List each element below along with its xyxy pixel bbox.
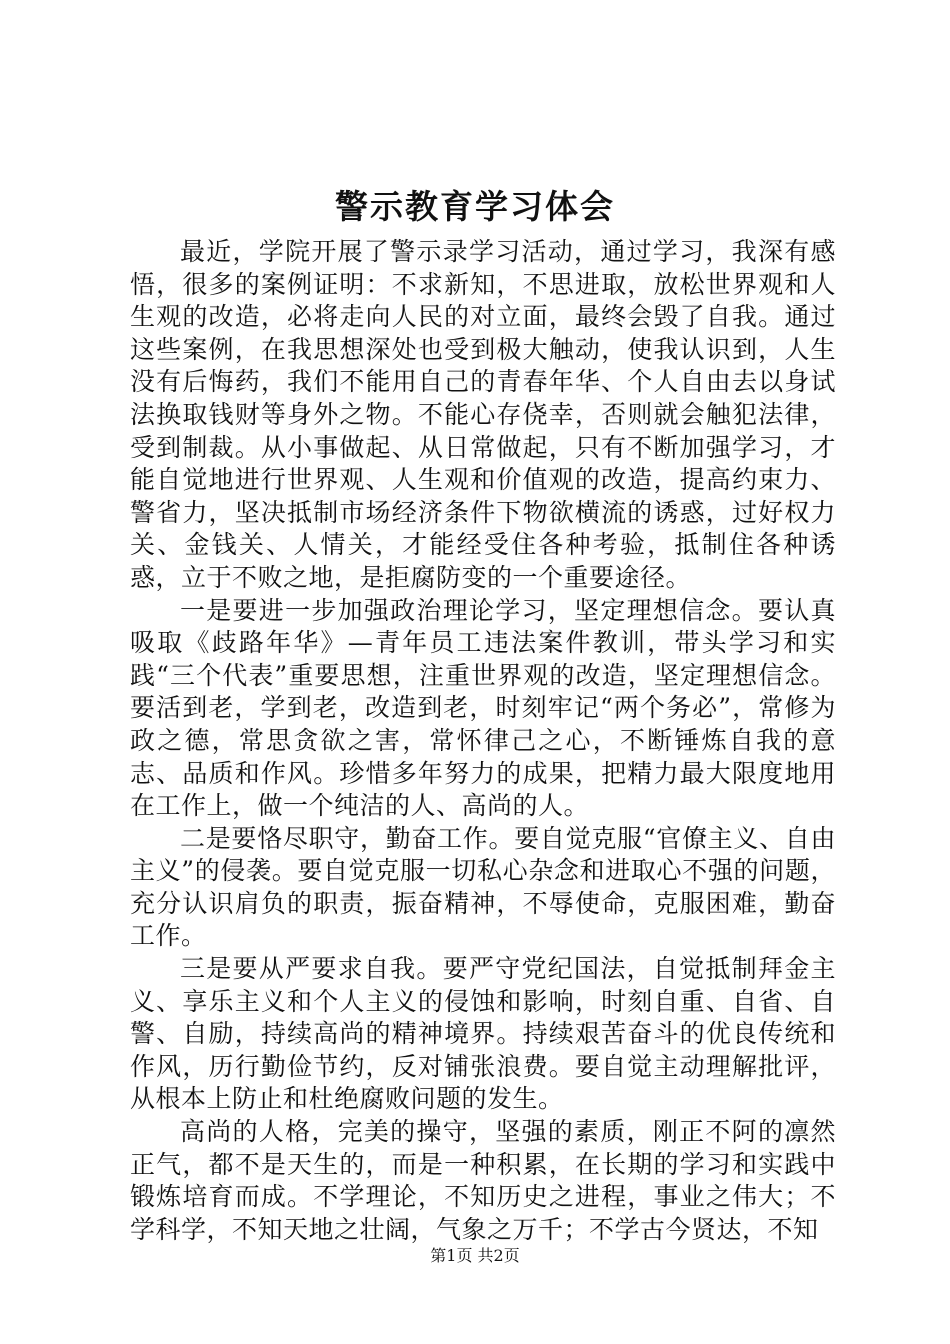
document-body — [130, 236, 836, 1246]
paragraph-point-two: 二是要恪尽职守，勤奋工作。要自觉克服“官僚主义、自由主义”的侵袭。要自觉克服一切私心杂念和进取心不强的问题，充分认识肩负的职责，振奋精神，不辱使命，克服困难，勤奋工作。 — [130, 823, 836, 951]
paragraph-conclusion: 高尚的人格，完美的操守，坚强的素质，刚正不阿的凛然正气，都不是天生的，而是一种积累，在长期的学习和实践中锻炼培育而成。不学理论，不知历史之进程，事业之伟大；不学科学，不知天地之壮阔，气象之万千；不学古今贤达，不知 — [130, 1117, 836, 1244]
paragraph-point-three: 三是要从严要求自我。要严守党纪国法，自觉抵制拜金主义、享乐主义和个人主义的侵蚀和影响，时刻自重、自省、自警、自励，持续高尚的精神境界。持续艰苦奋斗的优良传统和作风，历行勤俭节约，反对铺张浪费。要自觉主动理解批评，从根本上防止和杜绝腐败问题的发生。 — [130, 954, 836, 1114]
page-number-footer: 第1页 共2页 — [430, 1246, 520, 1265]
paragraph-point-one: 一是要进一步加强政治理论学习，坚定理想信念。要认真吸取《歧路年华》—青年员工违法案件教训，带头学习和实践“三个代表”重要思想，注重世界观的改造，坚定理想信念。要活到老，学到老，改造到老，时刻牢记“两个务必”，常修为政之德，常思贪欲之害，常怀律己之心，不断锤炼自我的意志、品质和作风。珍惜多年努力的成果，把精力最大限度地用在工作上，做一个纯洁的人、高尚的人。 — [130, 595, 836, 821]
document-title: 警示教育学习体会 — [335, 187, 615, 226]
paragraph-intro: 最近，学院开展了警示录学习活动，通过学习，我深有感悟，很多的案例证明：不求新知，不思进取，放松世界观和人生观的改造，必将走向人民的对立面，最终会毁了自我。通过这些案例，在我思想深处也受到极大触动，使我认识到，人生没有后悔药，我们不能用自己的青春年华、个人自由去以身试法换取钱财等身外之物。不能心存侥幸，否则就会触犯法律，受到制裁。从小事做起、从日常做起，只有不断加强学习，才能自觉地进行世界观、人生观和价值观的改造，提高约束力、警省力，坚决抵制市场经济条件下物欲横流的诱惑，过好权力关、金钱关、人情关，才能经受住各种考验，抵制住各种诱惑，立于不败之地，是拒腐防变的一个重要途径。 — [130, 237, 836, 592]
